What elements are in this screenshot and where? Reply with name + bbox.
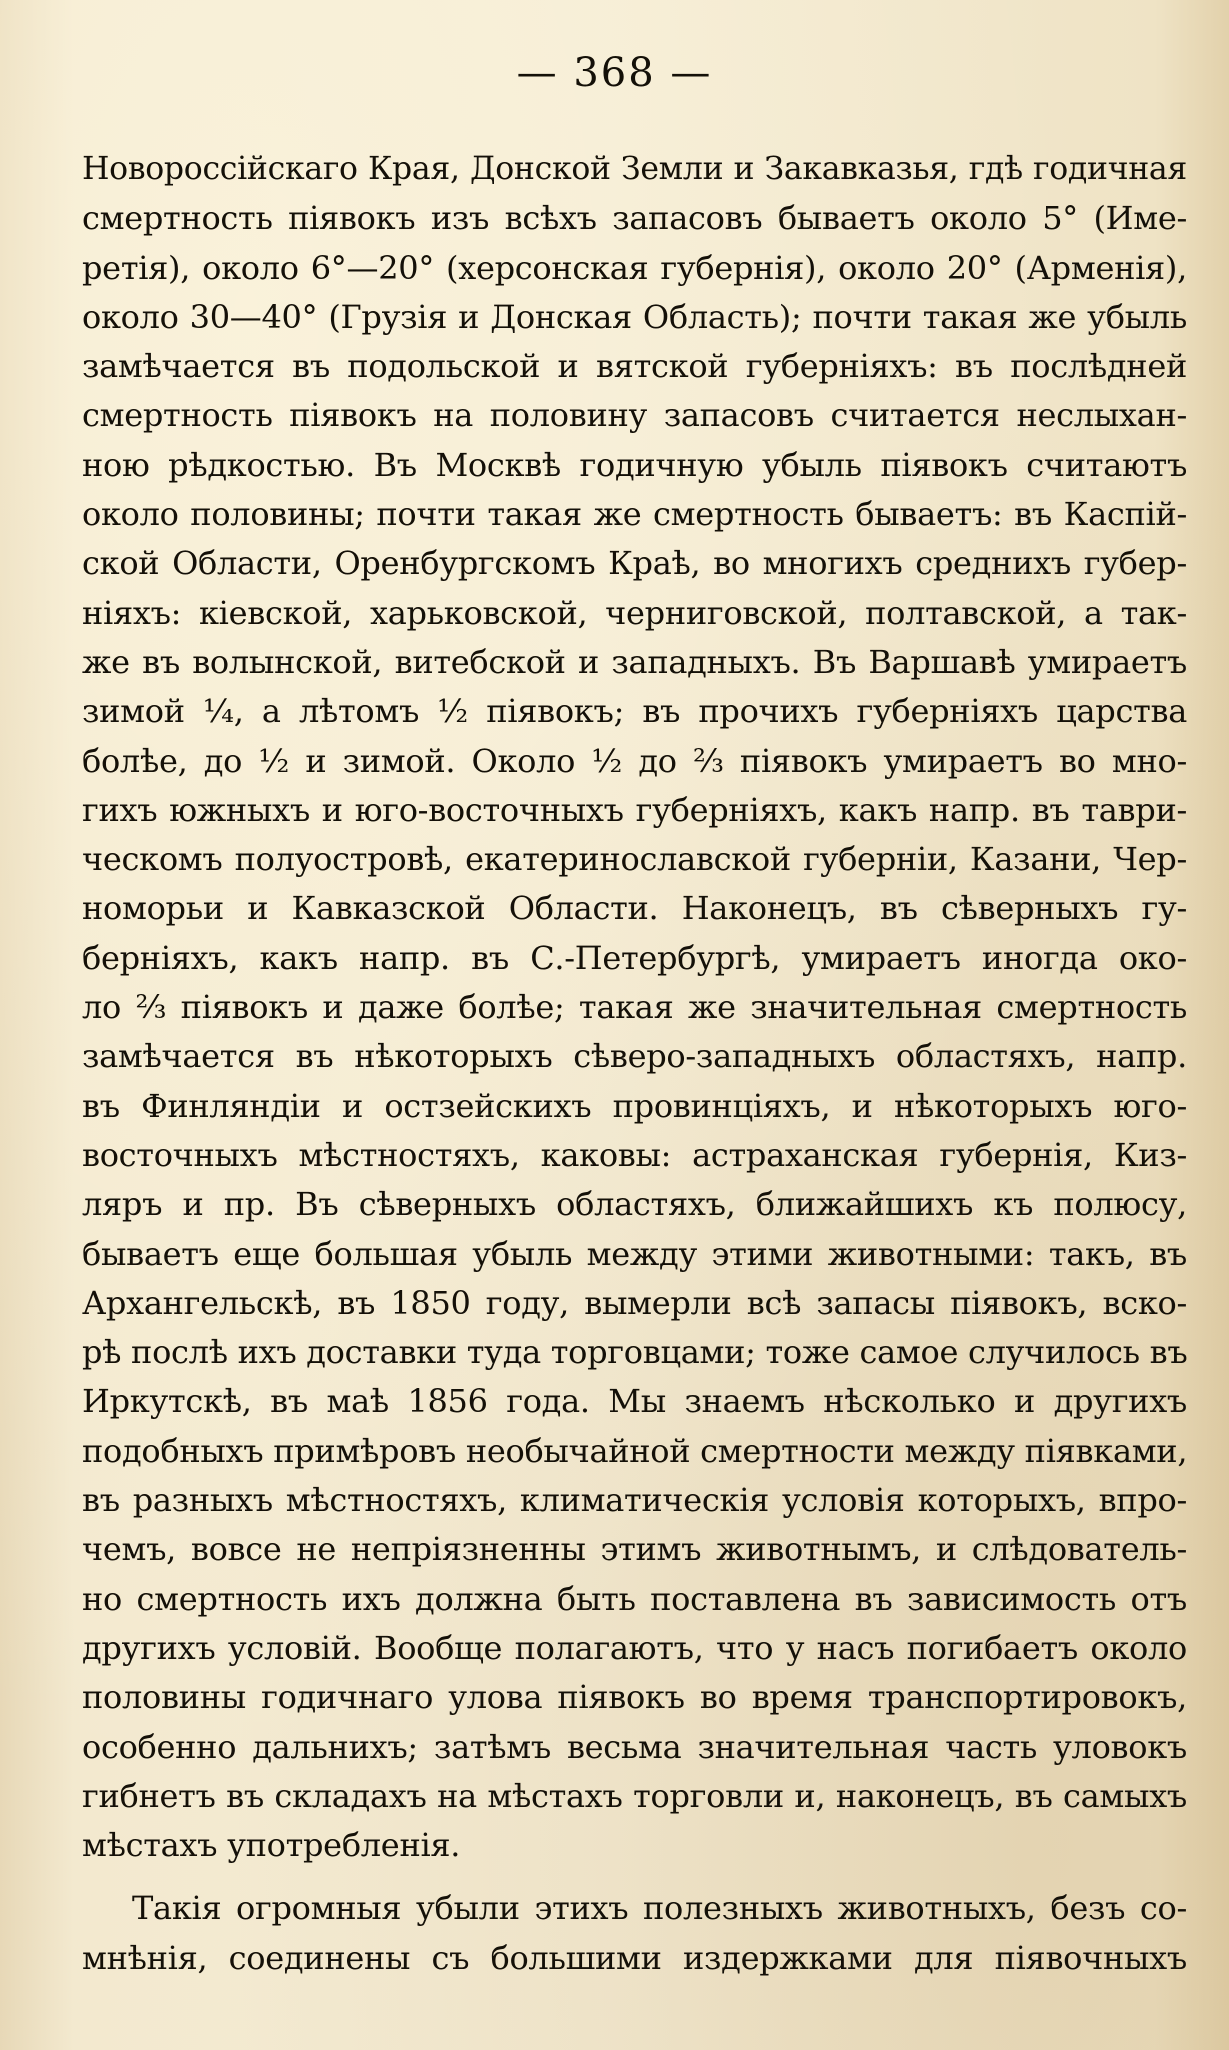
text-line: ніяхъ: кіевской, харьковской, черниговской, полтавской, а так- [82,593,1187,632]
text-line: гибнетъ въ складахъ на мѣстахъ торговли и, наконецъ, въ самыхъ [82,1776,1187,1815]
text-line: ло ⅔ піявокъ и даже болѣе; такая же значительная смертность [82,988,1187,1027]
text-line: замѣчается въ подольской и вятской губерніяхъ: въ послѣдней [82,347,1187,386]
body-text [82,145,1187,1983]
text-line: ческомъ полуостровѣ, екатеринославской губерніи, Казани, Чер- [82,840,1187,879]
text-line: Архангельскѣ, въ 1850 году, вымерли всѣ запасы піявокъ, вско- [82,1283,1187,1322]
text-line: мѣстахъ употребленія. [82,1826,461,1865]
text-line: около 30—40° (Грузія и Донская Область); почти такая же убыль [82,297,1187,336]
text-line: болѣе, до ½ и зимой. Около ½ до ⅔ піявокъ умираетъ во мно- [82,741,1187,780]
text-line: берніяхъ, какъ напр. въ С.-Петербургѣ, умираетъ иногда око- [82,938,1187,977]
text-line: другихъ условій. Вообще полагаютъ, что у насъ погибаетъ около [82,1628,1187,1667]
text-line: мнѣнія, соединены съ большими издержками для піявочныхъ [82,1938,1187,1977]
text-line: Новороссійскаго Края, Донской Земли и Закавказья, гдѣ годичная [82,151,1187,187]
text-line: ляръ и пр. Въ сѣверныхъ областяхъ, ближайшихъ къ полюсу, [82,1185,1187,1224]
paragraph [82,1884,1187,1983]
text-line: номорьи и Кавказской Области. Наконецъ, въ сѣверныхъ гу- [82,889,1187,928]
text-line: гихъ южныхъ и юго-восточныхъ губерніяхъ, какъ напр. въ таври- [82,790,1187,829]
text-line: бываетъ еще большая убыль между этими животными: такъ, въ [82,1234,1187,1273]
text-line: рѣ послѣ ихъ доставки туда торговцами; тоже самое случилось въ [82,1333,1188,1372]
text-line: половины годичнаго улова піявокъ во время транспортировокъ, [82,1678,1187,1717]
text-line: ретія), около 6°—20° (херсонская губернія), около 20° (Арменія), [82,248,1187,287]
text-line: Иркутскѣ, въ маѣ 1856 года. Мы знаемъ нѣсколько и другихъ [82,1382,1187,1421]
text-line: зимой ¼, а лѣтомъ ½ піявокъ; въ прочихъ губерніяхъ царства [82,692,1187,731]
text-line: же въ волынской, витебской и западныхъ. Въ Варшавѣ умираетъ [82,642,1187,681]
text-line: подобныхъ примѣровъ необычайной смертности между піявками, [82,1431,1188,1470]
text-line: замѣчается въ нѣкоторыхъ сѣверо-западныхъ областяхъ, напр. [82,1037,1187,1076]
text-line: особенно дальнихъ; затѣмъ весьма значительная часть уловокъ [82,1727,1187,1766]
text-line: но смертность ихъ должна быть поставлена въ зависимость отъ [82,1579,1187,1618]
text-line: ской Области, Оренбургскомъ Краѣ, во многихъ среднихъ губер- [82,544,1187,583]
text-line: смертность піявокъ на половину запасовъ считается неслыхан- [82,396,1187,435]
text-line: смертность піявокъ изъ всѣхъ запасовъ бываетъ около 5° (Име- [82,199,1187,238]
text-line: восточныхъ мѣстностяхъ, каковы: астраханская губернія, Киз- [82,1135,1187,1174]
text-line: около половины; почти такая же смертность бываетъ: въ Каспій- [82,495,1187,534]
text-line: въ Финляндіи и остзейскихъ провинціяхъ, и нѣкоторыхъ юго- [82,1086,1187,1125]
text-line: Такія огромныя убыли этихъ полезныхъ животныхъ, безъ со- [132,1889,1187,1928]
text-line: чемъ, вовсе не непріязненны этимъ животнымъ, и слѣдователь- [82,1530,1187,1569]
page-number: — 368 — [516,50,713,96]
paragraph [82,145,1187,1870]
text-line: ною рѣдкостью. Въ Москвѣ годичную убыль піявокъ считаютъ [82,445,1187,484]
paragraph-gap [82,1870,1187,1884]
text-line: въ разныхъ мѣстностяхъ, климатическія условія которыхъ, впро- [82,1481,1187,1520]
